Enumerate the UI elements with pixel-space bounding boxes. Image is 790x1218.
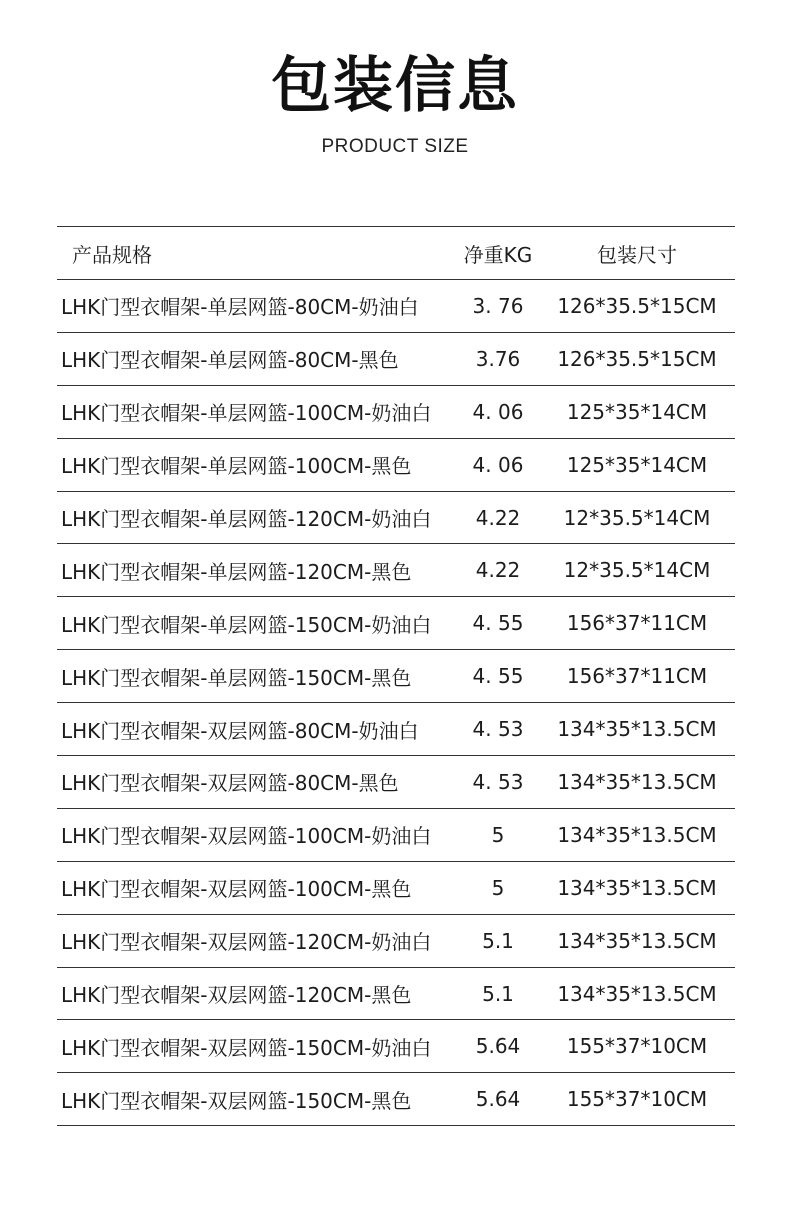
cell-net-weight: 5 bbox=[491, 822, 505, 847]
cell-package-size: 156*37*11CM bbox=[566, 664, 708, 689]
table-row bbox=[57, 809, 735, 862]
cell-net-weight: 4. 06 bbox=[472, 399, 524, 424]
table-row bbox=[57, 544, 735, 597]
cell-net-weight: 3. 76 bbox=[472, 293, 524, 318]
cell-package-size: 156*37*11CM bbox=[566, 611, 708, 636]
cell-package-size: 12*35.5*14CM bbox=[563, 558, 711, 583]
cell-product-name: LHK门型衣帽架-双层网篮-150CM-黑色 bbox=[61, 1088, 412, 1113]
cell-package-size: 134*35*13.5CM bbox=[557, 822, 717, 847]
cell-product-name: LHK门型衣帽架-双层网篮-120CM-黑色 bbox=[61, 983, 412, 1008]
cell-package-size: 155*37*10CM bbox=[566, 1034, 708, 1059]
cell-package-size: 155*37*10CM bbox=[566, 1087, 708, 1112]
cell-product-name: LHK门型衣帽架-单层网篮-100CM-奶油白 bbox=[61, 401, 432, 426]
cell-package-size: 12*35.5*14CM bbox=[563, 505, 711, 530]
cell-net-weight: 5.1 bbox=[482, 981, 514, 1006]
table-row bbox=[57, 280, 735, 333]
cell-package-size: 126*35.5*15CM bbox=[557, 293, 717, 318]
cell-package-size: 125*35*14CM bbox=[566, 452, 708, 477]
table-row bbox=[57, 597, 735, 650]
cell-product-name: LHK门型衣帽架-双层网篮-80CM-奶油白 bbox=[61, 718, 419, 743]
table-row bbox=[57, 968, 735, 1021]
cell-net-weight: 5 bbox=[491, 875, 505, 900]
cell-package-size: 134*35*13.5CM bbox=[557, 928, 717, 953]
column-header-weight: 净重KG bbox=[463, 242, 533, 267]
cell-product-name: LHK门型衣帽架-单层网篮-150CM-奶油白 bbox=[61, 612, 432, 637]
cell-package-size: 125*35*14CM bbox=[566, 399, 708, 424]
column-header-package-size: 包装尺寸 bbox=[597, 242, 677, 267]
cell-product-name: LHK门型衣帽架-单层网篮-120CM-奶油白 bbox=[61, 507, 432, 531]
cell-net-weight: 4. 53 bbox=[472, 769, 524, 794]
cell-product-name: LHK门型衣帽架-单层网篮-120CM-黑色 bbox=[61, 559, 412, 584]
table-row bbox=[57, 650, 735, 703]
table-row bbox=[57, 439, 735, 492]
cell-product-name: LHK门型衣帽架-双层网篮-150CM-奶油白 bbox=[61, 1035, 432, 1060]
cell-package-size: 134*35*13.5CM bbox=[557, 875, 717, 900]
column-header-name: 产品规格 bbox=[72, 242, 152, 267]
table-row bbox=[57, 333, 735, 386]
cell-net-weight: 5.1 bbox=[482, 928, 514, 953]
table-row bbox=[57, 703, 735, 756]
cell-net-weight: 5.64 bbox=[475, 1087, 521, 1112]
cell-product-name: LHK门型衣帽架-单层网篮-80CM-奶油白 bbox=[61, 295, 419, 320]
table-row bbox=[57, 756, 735, 809]
cell-product-name: LHK门型衣帽架-双层网篮-120CM-奶油白 bbox=[61, 930, 432, 955]
table-row bbox=[57, 862, 735, 915]
spec-table bbox=[57, 226, 735, 1126]
cell-net-weight: 4.22 bbox=[475, 505, 521, 530]
cell-product-name: LHK门型衣帽架-单层网篮-100CM-黑色 bbox=[61, 454, 412, 479]
cell-product-name: LHK门型衣帽架-双层网篮-100CM-黑色 bbox=[61, 877, 412, 902]
cell-product-name: LHK门型衣帽架-双层网篮-100CM-奶油白 bbox=[61, 824, 432, 849]
cell-package-size: 134*35*13.5CM bbox=[557, 981, 717, 1006]
cell-net-weight: 4. 06 bbox=[472, 452, 524, 477]
table-row bbox=[57, 386, 735, 439]
cell-net-weight: 5.64 bbox=[475, 1034, 521, 1059]
cell-product-name: LHK门型衣帽架-双层网篮-80CM-黑色 bbox=[61, 771, 399, 796]
cell-net-weight: 4.22 bbox=[475, 558, 521, 583]
cell-product-name: LHK门型衣帽架-单层网篮-80CM-黑色 bbox=[61, 348, 399, 373]
table-row bbox=[57, 1073, 735, 1126]
table-row bbox=[57, 492, 735, 545]
cell-net-weight: 4. 55 bbox=[472, 611, 524, 636]
table-header-row bbox=[57, 227, 735, 280]
table-body bbox=[57, 280, 735, 1126]
cell-package-size: 134*35*13.5CM bbox=[557, 717, 717, 742]
cell-product-name: LHK门型衣帽架-单层网篮-150CM-黑色 bbox=[61, 665, 412, 690]
cell-package-size: 134*35*13.5CM bbox=[557, 769, 717, 794]
cell-net-weight: 4. 53 bbox=[472, 717, 524, 742]
page-subtitle: PRODUCT SIZE bbox=[321, 136, 469, 157]
table-row bbox=[57, 915, 735, 968]
cell-net-weight: 4. 55 bbox=[472, 664, 524, 689]
table-row bbox=[57, 1020, 735, 1073]
page-title: 包装信息 bbox=[271, 51, 519, 121]
cell-net-weight: 3.76 bbox=[475, 346, 521, 371]
cell-package-size: 126*35.5*15CM bbox=[557, 346, 717, 371]
